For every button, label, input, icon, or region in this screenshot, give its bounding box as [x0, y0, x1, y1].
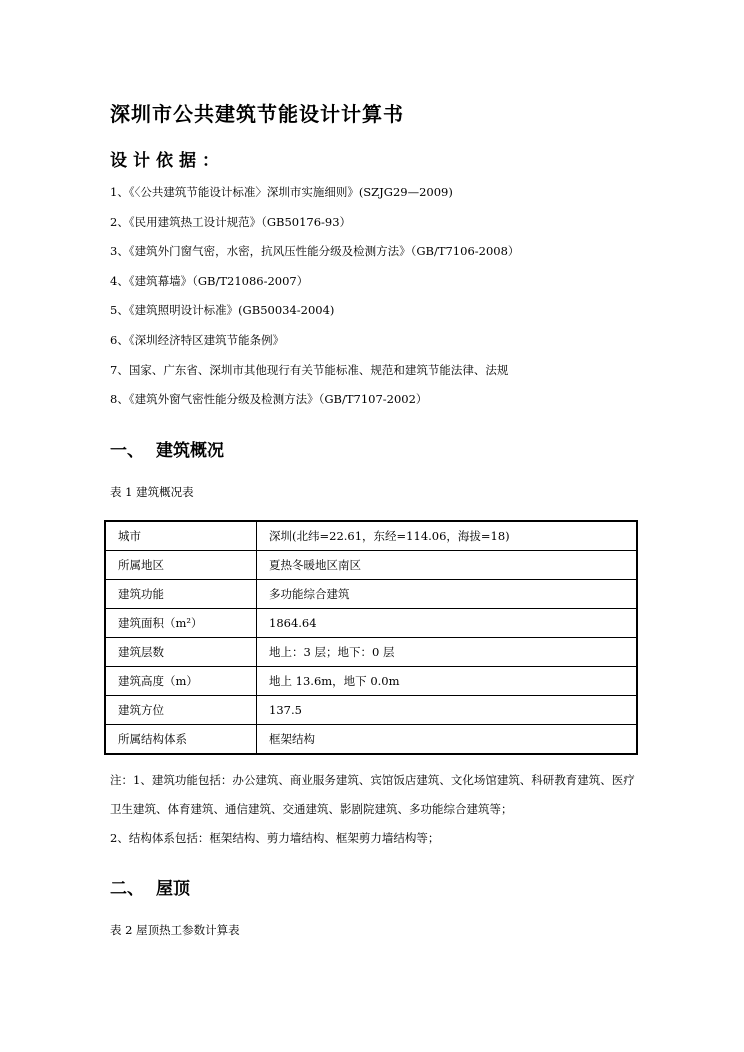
- row-key: 所属结构体系: [105, 725, 257, 755]
- section-heading-roof: [110, 874, 190, 899]
- table-row: [105, 580, 637, 609]
- row-value: 深圳(北纬=22.61，东经=114.06，海拔=18): [257, 521, 638, 551]
- row-value: 地上：3 层；地下：0 层: [257, 638, 638, 667]
- table-row: [105, 609, 637, 638]
- row-value: 多功能综合建筑: [257, 580, 638, 609]
- table-note: [110, 766, 640, 853]
- reference-item: 4、《建筑幕墙》（GB/T21086-2007）: [110, 273, 309, 288]
- table-row: [105, 521, 637, 551]
- reference-item: 8、《建筑外窗气密性能分级及检测方法》（GB/T7107-2002）: [110, 392, 428, 407]
- reference-item: 3、《建筑外门窗气密，水密，抗风压性能分级及检测方法》（GB/T7106-2008）: [110, 244, 520, 259]
- row-value: 夏热冬暖地区南区: [257, 551, 638, 580]
- section-title: 建筑概况: [156, 441, 224, 461]
- row-value: 框架结构: [257, 725, 638, 755]
- reference-list: [110, 182, 519, 419]
- table-caption: 表 1 建筑概况表: [110, 485, 194, 499]
- reference-item: 2、《民用建筑热工设计规范》（GB50176-93）: [110, 214, 352, 229]
- note-line: 注：1、建筑功能包括：办公建筑、商业服务建筑、宾馆饭店建筑、文化场馆建筑、科研教育建筑、医疗卫生建筑、体育建筑、通信建筑、交通建筑、影剧院建筑、多功能综合建筑等；: [110, 773, 635, 816]
- row-key: 所属地区: [105, 551, 257, 580]
- section-heading-overview: [110, 436, 224, 461]
- section-title: 屋顶: [156, 879, 190, 899]
- reference-item: 6、《深圳经济特区建筑节能条例》: [110, 332, 285, 347]
- table-caption: 表 2 屋顶热工参数计算表: [110, 923, 240, 937]
- document-title: 深圳市公共建筑节能设计计算书: [110, 102, 404, 126]
- section-number: 二、: [110, 879, 144, 899]
- row-key: 建筑层数: [105, 638, 257, 667]
- row-key: 建筑面积（m²）: [105, 609, 257, 638]
- table-row: [105, 551, 637, 580]
- table-row: [105, 696, 637, 725]
- section-number: 一、: [110, 441, 144, 461]
- row-value: 1864.64: [257, 609, 638, 638]
- row-key: 建筑高度（m）: [105, 667, 257, 696]
- reference-item: 5、《建筑照明设计标准》(GB50034-2004): [110, 303, 335, 318]
- row-value: 地上 13.6m，地下 0.0m: [257, 667, 638, 696]
- note-line: 2、结构体系包括：框架结构、剪力墙结构、框架剪力墙结构等；: [110, 831, 440, 845]
- design-basis-heading: 设计依据：: [110, 151, 225, 171]
- table-row: [105, 725, 637, 755]
- row-key: 建筑方位: [105, 696, 257, 725]
- row-value: 137.5: [257, 696, 638, 725]
- reference-item: 1、《〈公共建筑节能设计标准〉深圳市实施细则》(SZJG29—2009): [110, 185, 453, 199]
- row-key: 城市: [105, 521, 257, 551]
- table-row: [105, 667, 637, 696]
- building-overview-table: [104, 520, 638, 755]
- table-row: [105, 638, 637, 667]
- row-key: 建筑功能: [105, 580, 257, 609]
- reference-item: 7、国家、广东省、深圳市其他现行有关节能标准、规范和建筑节能法律、法规: [110, 362, 509, 377]
